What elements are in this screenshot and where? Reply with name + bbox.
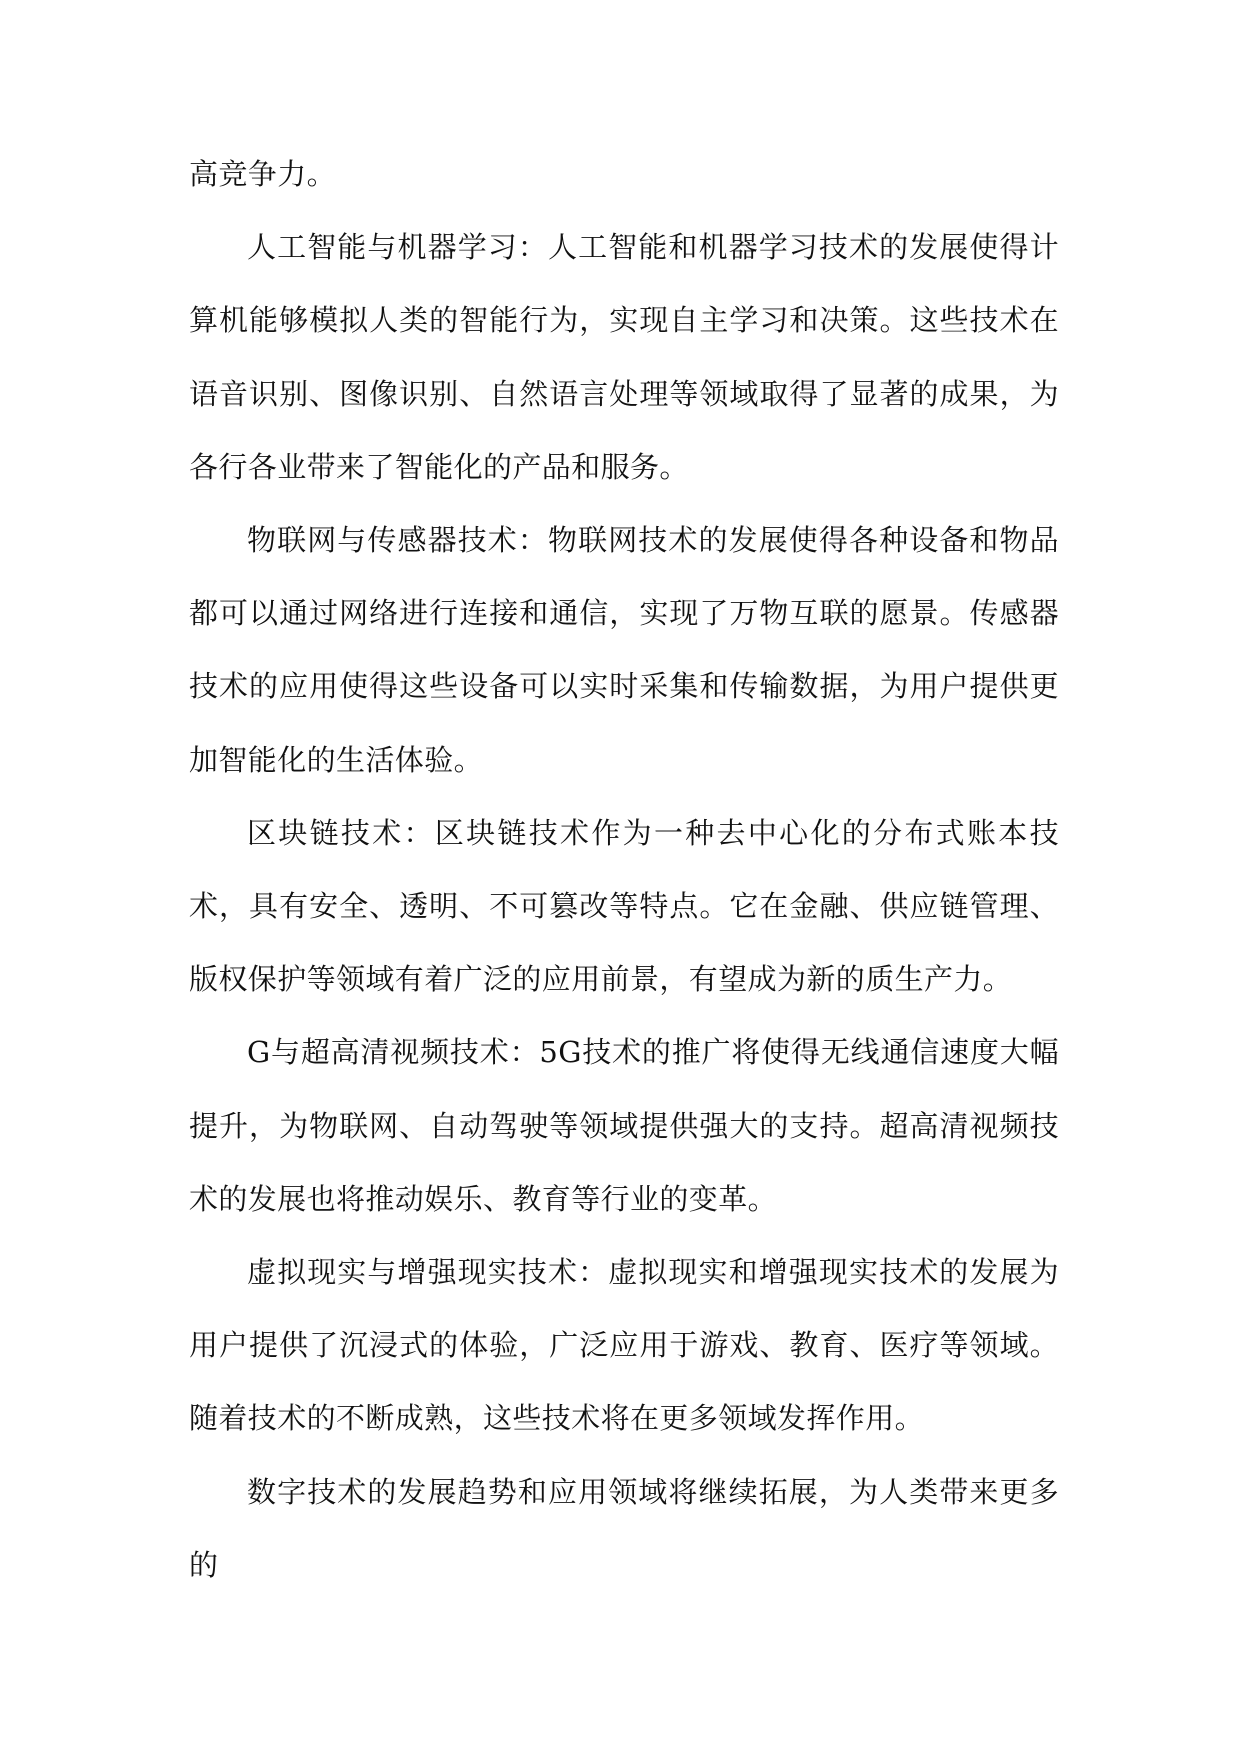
- paragraph-conclusion-start: 数字技术的发展趋势和应用领域将继续拓展，为人类带来更多的: [189, 1474, 1059, 1582]
- document-body: [189, 138, 1059, 1602]
- paragraph-5g-uhd-video: G与超高清视频技术：5G技术的推广将使得无线通信速度大幅提升，为物联网、自动驾驶等领域提供强大的支持。超高清视频技术的发展也将推动娱乐、教育等行业的变革。: [189, 1035, 1059, 1216]
- paragraph-blockchain: 区块链技术：区块链技术作为一种去中心化的分布式账本技术，具有安全、透明、不可篡改等特点。它在金融、供应链管理、版权保护等领域有着广泛的应用前景，有望成为新的质生产力。: [189, 815, 1059, 997]
- paragraph-vr-ar: 虚拟现实与增强现实技术：虚拟现实和增强现实技术的发展为用户提供了沉浸式的体验，广泛应用于游戏、教育、医疗等领域。随着技术的不断成熟，这些技术将在更多领域发挥作用。: [189, 1255, 1059, 1436]
- paragraph-iot-sensors: 物联网与传感器技术：物联网技术的发展使得各种设备和物品都可以通过网络进行连接和通信，实现了万物互联的愿景。传感器技术的应用使得这些设备可以实时采集和传输数据，为用户提供更加智能化的生活体验。: [189, 523, 1059, 777]
- paragraph-ai-machine-learning: 人工智能与机器学习：人工智能和机器学习技术的发展使得计算机能够模拟人类的智能行为，实现自主学习和决策。这些技术在语音识别、图像识别、自然语言处理等领域取得了显著的成果，为各行各业带来了智能化的产品和服务。: [189, 230, 1059, 484]
- paragraph-continuation: 高竞争力。: [189, 157, 337, 191]
